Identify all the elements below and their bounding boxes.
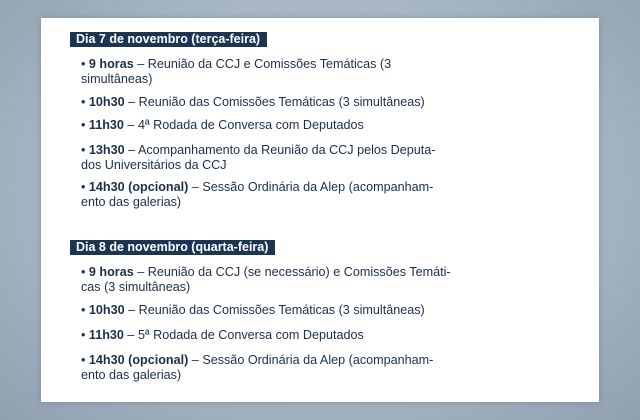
- item-separator: –: [188, 353, 203, 367]
- item-text-line: Reunião da CCJ (se necessário) e Comissões Temáti-: [147, 265, 451, 279]
- schedule-item: [81, 353, 561, 383]
- schedule-item: [81, 180, 561, 210]
- bullet: •: [81, 95, 89, 109]
- day-header: Dia 7 de novembro (terça-feira): [70, 32, 267, 47]
- bullet: •: [81, 303, 89, 317]
- item-text-line: simultâneas): [81, 72, 153, 86]
- item-time: 13h30: [88, 143, 125, 157]
- bullet: •: [81, 118, 89, 132]
- item-separator: –: [123, 328, 138, 342]
- item-time: 9 horas: [88, 265, 134, 279]
- item-time: 11h30: [88, 328, 124, 342]
- item-text-line: Reunião das Comissões Temáticas (3 simultâneas): [138, 303, 425, 317]
- schedule-item: [81, 265, 561, 295]
- item-text-line: ento das galerias): [81, 195, 182, 209]
- item-time: 14h30 (opcional): [88, 353, 189, 367]
- item-separator: –: [133, 265, 148, 279]
- item-time: 10h30: [88, 95, 125, 109]
- item-text-line: Reunião da CCJ e Comissões Temáticas (3: [147, 57, 392, 71]
- item-time: 14h30 (opcional): [88, 180, 189, 194]
- item-separator: –: [123, 118, 138, 132]
- bullet: •: [81, 57, 89, 71]
- item-text-line: Sessão Ordinária da Alep (acompanham-: [202, 180, 434, 194]
- item-text-line: Acompanhamento da Reunião da CCJ pelos Deputa-: [137, 143, 436, 157]
- item-text-line: ento das galerias): [81, 368, 182, 382]
- bullet: •: [81, 353, 89, 367]
- item-separator: –: [124, 95, 139, 109]
- item-text-line: dos Universitários da CCJ: [81, 158, 227, 172]
- item-text-line: cas (3 simultâneas): [81, 280, 191, 294]
- day-header: Dia 8 de novembro (quarta-feira): [70, 240, 275, 255]
- schedule-item: [81, 328, 561, 343]
- schedule-item: [81, 303, 561, 318]
- item-text-line: 4ª Rodada de Conversa com Deputados: [137, 118, 364, 132]
- bullet: •: [81, 143, 89, 157]
- bullet: •: [81, 328, 89, 342]
- bullet: •: [81, 265, 89, 279]
- schedule-item: [81, 57, 561, 87]
- item-text-line: Reunião das Comissões Temáticas (3 simultâneas): [138, 95, 425, 109]
- item-text-line: 5ª Rodada de Conversa com Deputados: [137, 328, 364, 342]
- bullet: •: [81, 180, 89, 194]
- schedule-item: [81, 143, 561, 173]
- item-separator: –: [188, 180, 203, 194]
- item-text-line: Sessão Ordinária da Alep (acompanham-: [202, 353, 434, 367]
- item-separator: –: [124, 303, 139, 317]
- item-time: 11h30: [88, 118, 124, 132]
- schedule-item: [81, 118, 561, 133]
- item-time: 10h30: [88, 303, 125, 317]
- schedule-item: [81, 95, 561, 110]
- item-separator: –: [124, 143, 138, 157]
- item-separator: –: [133, 57, 148, 71]
- schedule-card: [41, 18, 599, 402]
- item-time: 9 horas: [88, 57, 134, 71]
